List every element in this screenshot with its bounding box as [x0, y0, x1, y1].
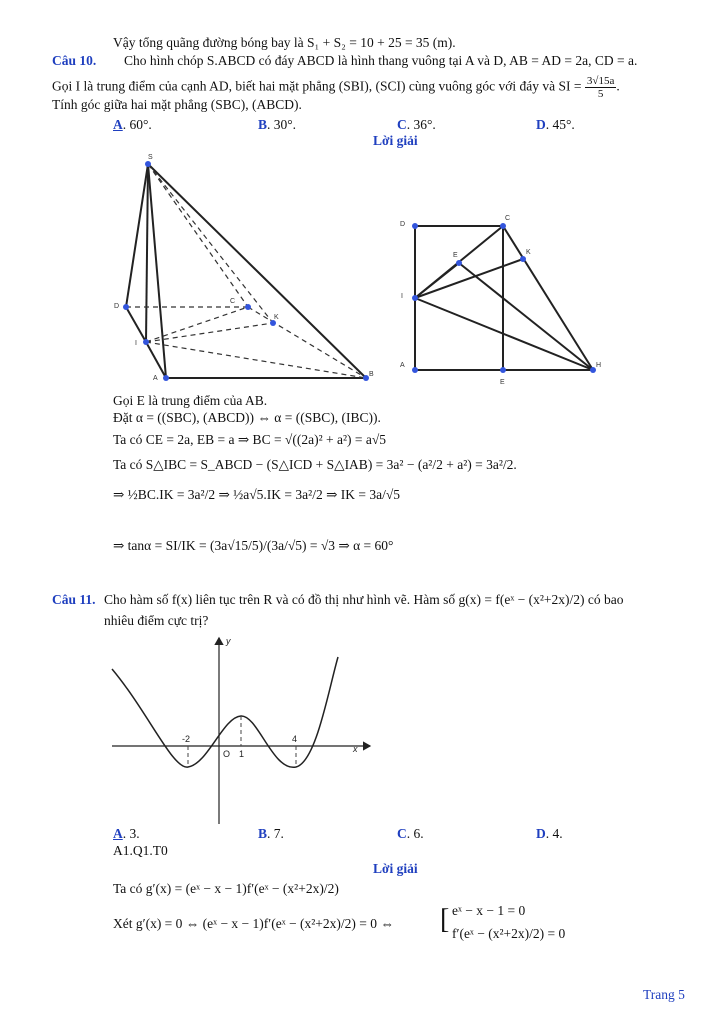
point-s	[145, 161, 151, 167]
pyramid-figure	[108, 150, 388, 386]
point-i	[143, 339, 149, 345]
q10-option-a: A. 60°.	[113, 117, 152, 132]
plane-label-a: A	[400, 362, 405, 369]
question-11-line2: nhiêu điểm cực trị?	[104, 613, 209, 628]
plane-label-h: H	[596, 362, 602, 369]
origin-label: O	[223, 749, 231, 759]
q11-case1: eˣ − x − 1 = 0	[452, 903, 526, 918]
q10-sol-line4: Ta có S△IBC = S_ABCD − (S△ICD + S△IAB) = 3a² − (a²/2 + a²) = 3a²/2.	[113, 457, 517, 472]
question-11-label: Câu 11.	[52, 592, 96, 607]
q10-option-d: D. 45°.	[536, 117, 575, 132]
point-a	[163, 375, 169, 381]
si-fraction: $\frac{3√15a}{5}$	[586, 75, 615, 100]
q10-option-b: B. 30°.	[258, 117, 297, 132]
q11-case2: f′(eˣ − (x²+2x)/2) = 0	[452, 926, 566, 941]
label-k: K	[274, 314, 279, 321]
q10-option-c: C. 36°.	[397, 117, 436, 132]
plane-label-i: I	[401, 293, 403, 300]
label-i: I	[135, 340, 137, 347]
question-10-line3: Tính góc giữa hai mặt phẳng (SBC), (ABCD).	[52, 97, 302, 112]
case-bracket: [	[440, 904, 450, 935]
point-d	[123, 304, 129, 310]
q10-sol-line2: Đặt α = ((SBC), (ABCD)) ⇔ α = ((SBC), (IBC)).	[113, 410, 381, 425]
tick-minus-2: -2	[182, 734, 191, 744]
q10-solution-title: Lời giải	[373, 133, 418, 148]
tick-4: 4	[292, 734, 298, 744]
q11-option-c: C. 6.	[397, 826, 424, 841]
q11-code: A1.Q1.T0	[113, 843, 168, 858]
q11-option-a: A. 3.	[113, 826, 140, 841]
label-s: S	[148, 154, 153, 161]
q10-sol-line5: ⇒ ½BC.IK = 3a²/2 ⇒ ½a√5.IK = 3a²/2 ⇒ IK = 3a/√5	[113, 487, 401, 502]
page-number: Trang 5	[643, 987, 685, 1002]
q10-sol-line1: Gọi E là trung điểm của AB.	[113, 393, 268, 408]
point-c	[245, 304, 251, 310]
q11-option-b: B. 7.	[258, 826, 284, 841]
plane-label-e-bottom: E	[500, 379, 505, 386]
base-plane-figure	[395, 212, 610, 390]
q11-option-d: D. 4.	[536, 826, 563, 841]
question-10-line1: Cho hình chóp S.ABCD có đáy ABCD là hình thang vuông tại A và D, AB = AD = 2a, CD = a.	[124, 53, 638, 68]
label-a: A	[153, 375, 158, 382]
question-11-line1: Cho hàm số f(x) liên tục trên R và có đồ thị như hình vẽ. Hàm số g(x) = f(eˣ − (x²+2x)/2) có bao	[104, 592, 624, 607]
label-c: C	[230, 298, 236, 305]
previous-answer-line: Vậy tổng quãng đường bóng bay là S₁ + S₂ = 10 + 25 = 35 (m).	[113, 35, 456, 50]
question-10-label: Câu 10.	[52, 53, 97, 68]
q10-sol-line6: ⇒ tanα = SI/IK = (3a√15/5)/(3a/√5) = √3 ⇒ α = 60°	[113, 538, 394, 553]
plane-label-d: D	[400, 221, 406, 228]
x-axis-label: x	[353, 744, 358, 754]
q10-sol-line3: Ta có CE = 2a, EB = a ⇒ BC = √((2a)² + a²) = a√5	[113, 432, 387, 447]
function-graph	[108, 632, 378, 827]
plane-label-c: C	[505, 215, 511, 222]
tick-1: 1	[239, 749, 245, 759]
q11-sol-line2: Xét g′(x) = 0 ⇔ (eˣ − x − 1)f′(eˣ − (x²+2x)/2) = 0 ⇔	[113, 916, 394, 931]
plane-label-e: E	[453, 252, 458, 259]
q11-solution-title: Lời giải	[373, 861, 418, 876]
label-b: B	[369, 371, 374, 378]
q11-sol-line1: Ta có g′(x) = (eˣ − x − 1)f′(eˣ − (x²+2x)/2)	[113, 881, 339, 896]
label-d: D	[114, 303, 120, 310]
plane-label-k: K	[526, 249, 531, 256]
question-10-line2: Gọi I là trung điểm của cạnh AD, biết hai mặt phẳng (SBI), (SCI) cùng vuông góc với đáy và SI = $\frac{3√15a}{5}$ .	[52, 75, 620, 100]
y-axis-label: y	[226, 636, 231, 646]
